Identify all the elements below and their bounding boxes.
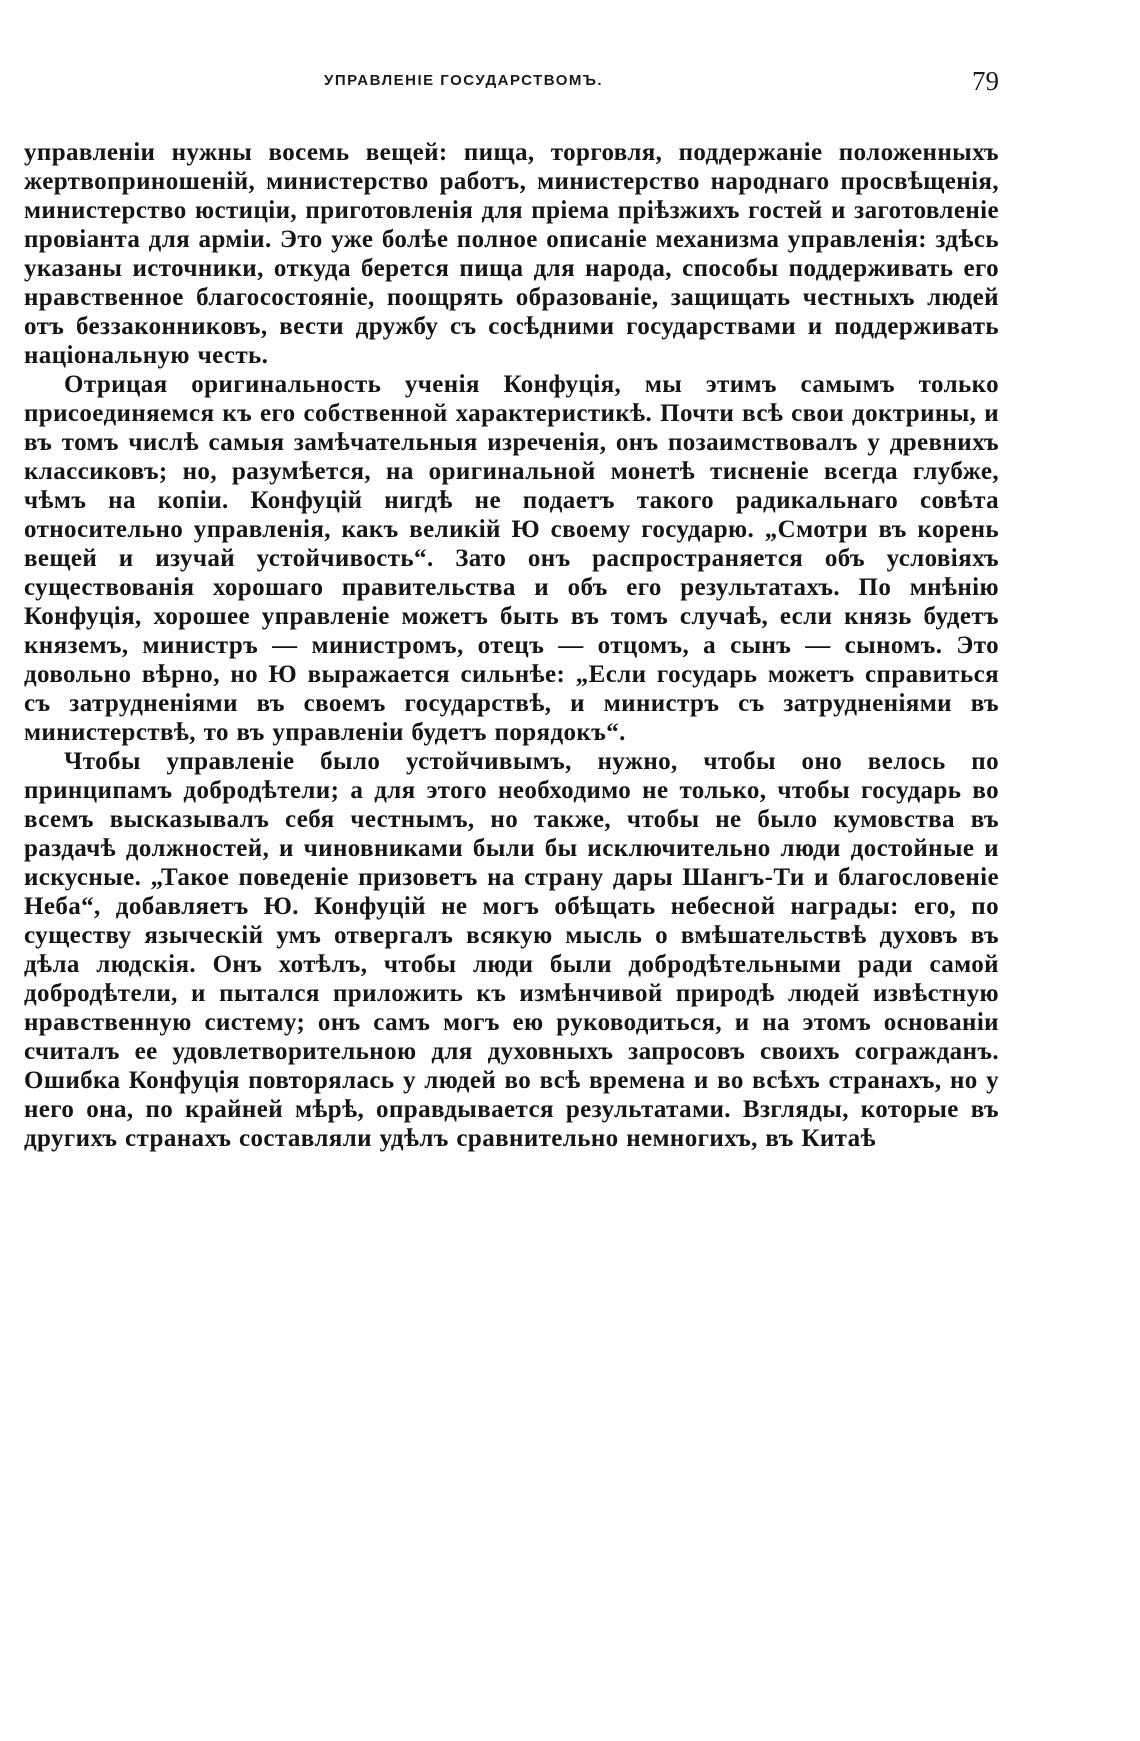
paragraph-originality: Отрицая оригинальность ученія Конфуція, мы этимъ самымъ только присоединяемся къ его собственной характеристикѣ. Почти всѣ свои доктрины, и въ томъ числѣ самыя замѣчательныя изреченія, онъ позаимствовалъ у древнихъ классиковъ; но, разумѣется, на оригинальной монетѣ тисненіе всегда глубже, чѣмъ на копіи. Конфуцій нигдѣ не подаетъ такого радикальнаго совѣта относительно управленія, какъ великій Ю своему государю. „Смотри въ корень вещей и изучай устойчивость“. Зато онъ распространяется объ условіяхъ существованія хорошаго правительства и объ его результатахъ. По мнѣнію Конфуція, хорошее управленіе можетъ быть въ томъ случаѣ, если князь будетъ княземъ, министръ — министромъ, отецъ — отцомъ, а сынъ — сыномъ. Это довольно вѣрно, но Ю выражается сильнѣе: „Если государь можетъ справиться съ затрудненіями въ своемъ государствѣ, и министръ съ затрудненіями въ министерствѣ, то въ управленіи будетъ порядокъ“. xyxy=(24,371,999,746)
running-title: УПРАВЛЕНІЕ ГОСУДАРСТВОМЪ. xyxy=(324,72,604,89)
paragraph-continued: управленіи нужны восемь вещей: пища, торговля, поддержаніе положенныхъ жертвоприношеній, министерство работъ, министерство народнаго просвѣщенія, министерство юстиціи, приготовленія для пріема пріѣзжихъ гостей и заготовленіе провіанта для арміи. Это уже болѣе полное описаніе механизма управленія: здѣсь указаны источники, откуда берется пища для народа, способы поддерживать его нравственное благосостояніе, поощрять образованіе, защищать честныхъ людей отъ беззаконниковъ, вести дружбу съ сосѣдними государствами и поддерживать національную честь. xyxy=(24,139,999,369)
book-page xyxy=(24,66,999,1153)
page-number: 79 xyxy=(972,66,999,96)
running-head xyxy=(24,66,999,106)
paragraph-stable-government: Чтобы управленіе было устойчивымъ, нужно, чтобы оно велось по принципамъ добродѣтели; а для этого необходимо не только, чтобы государь во всемъ высказывалъ себя честнымъ, но также, чтобы не было кумовства въ раздачѣ должностей, и чиновниками были бы исключительно люди достойные и искусные. „Такое поведеніе призоветъ на страну дары Шангъ-Ти и благословеніе Неба“, добавляетъ Ю. Конфуцій не могъ обѣщать небесной награды: его, по существу языческій умъ отвергалъ всякую мысль о вмѣшательствѣ духовъ въ дѣла людскія. Онъ хотѣлъ, чтобы люди были добродѣтельными ради самой добродѣтели, и пытался приложить къ измѣнчивой природѣ людей извѣстную нравственную систему; онъ самъ могъ ею руководиться, и на этомъ основаніи считалъ ее удовлетворительною для духовныхъ запросовъ своихъ согражданъ. Ошибка Конфуція повторялась у людей во всѣ времена и во всѣхъ странахъ, но у него она, по крайней мѣрѣ, оправдывается результатами. Взгляды, которые въ другихъ странахъ составляли удѣлъ сравнительно немногихъ, въ Китаѣ xyxy=(24,748,999,1152)
body-text xyxy=(24,138,999,1153)
